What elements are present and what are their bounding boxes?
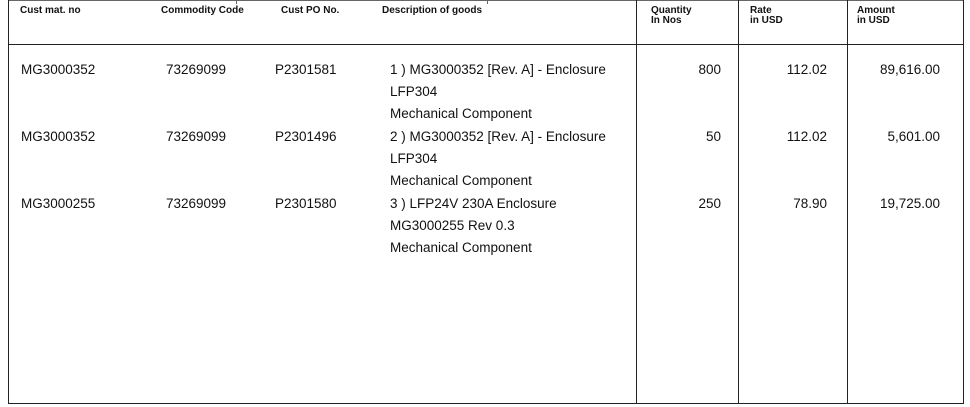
header-quantity [651, 6, 692, 26]
header-rate-line1: Rate [750, 5, 772, 16]
header-separator [8, 44, 964, 45]
row-2-cust-po-no: P2301496 [275, 129, 337, 144]
row-2-amount: 5,601.00 [887, 129, 940, 144]
row-1-cust-po-no: P2301581 [275, 62, 337, 77]
row-3-commodity-code: 73269099 [166, 196, 227, 211]
row-1-description [390, 59, 606, 125]
row-1-description-line3: Mechanical Component [390, 106, 532, 121]
header-description: Description of goods [382, 5, 482, 16]
header-amount [857, 6, 895, 26]
header-cust-po-no: Cust PO No. [281, 5, 340, 16]
row-1-description-line1: 1 ) MG3000352 [Rev. A] - Enclosure [390, 62, 606, 77]
row-2-commodity-code: 73269099 [166, 129, 227, 144]
row-3-description-line3: Mechanical Component [390, 240, 532, 255]
header-amount-line2: in USD [857, 15, 890, 26]
header-quantity-line1: Quantity [651, 5, 692, 16]
header-quantity-line2: In Nos [651, 15, 682, 26]
row-2-description-line2: LFP304 [390, 151, 438, 166]
row-1-cust-mat-no: MG3000352 [21, 62, 96, 77]
row-2-cust-mat-no: MG3000352 [21, 129, 96, 144]
header-rate [750, 6, 783, 26]
row-3-cust-mat-no: MG3000255 [21, 196, 96, 211]
row-2-quantity: 50 [705, 129, 721, 144]
row-3-quantity: 250 [698, 196, 721, 211]
row-1-quantity: 800 [698, 62, 721, 77]
column-divider [738, 0, 739, 404]
column-divider [847, 0, 848, 404]
header-rate-line2: in USD [750, 15, 783, 26]
row-1-rate: 112.02 [786, 62, 827, 77]
header-amount-line1: Amount [857, 5, 895, 16]
row-3-description-line2: MG3000255 Rev 0.3 [390, 218, 515, 233]
row-1-commodity-code: 73269099 [166, 62, 227, 77]
header-cust-mat-no: Cust mat. no [20, 5, 81, 16]
column-divider [636, 0, 637, 404]
row-3-amount: 19,725.00 [879, 196, 940, 211]
row-1-amount: 89,616.00 [879, 62, 940, 77]
header-commodity-code: Commodity Code [161, 5, 244, 16]
row-2-description-line1: 2 ) MG3000352 [Rev. A] - Enclosure [390, 129, 606, 144]
row-2-rate: 112.02 [786, 129, 827, 144]
row-3-cust-po-no: P2301580 [275, 196, 337, 211]
row-1-description-line2: LFP304 [390, 84, 438, 99]
row-3-description [390, 193, 557, 259]
row-3-rate: 78.90 [793, 196, 827, 211]
row-2-description [390, 126, 606, 192]
row-3-description-line1: 3 ) LFP24V 230A Enclosure [390, 196, 557, 211]
row-2-description-line3: Mechanical Component [390, 173, 532, 188]
